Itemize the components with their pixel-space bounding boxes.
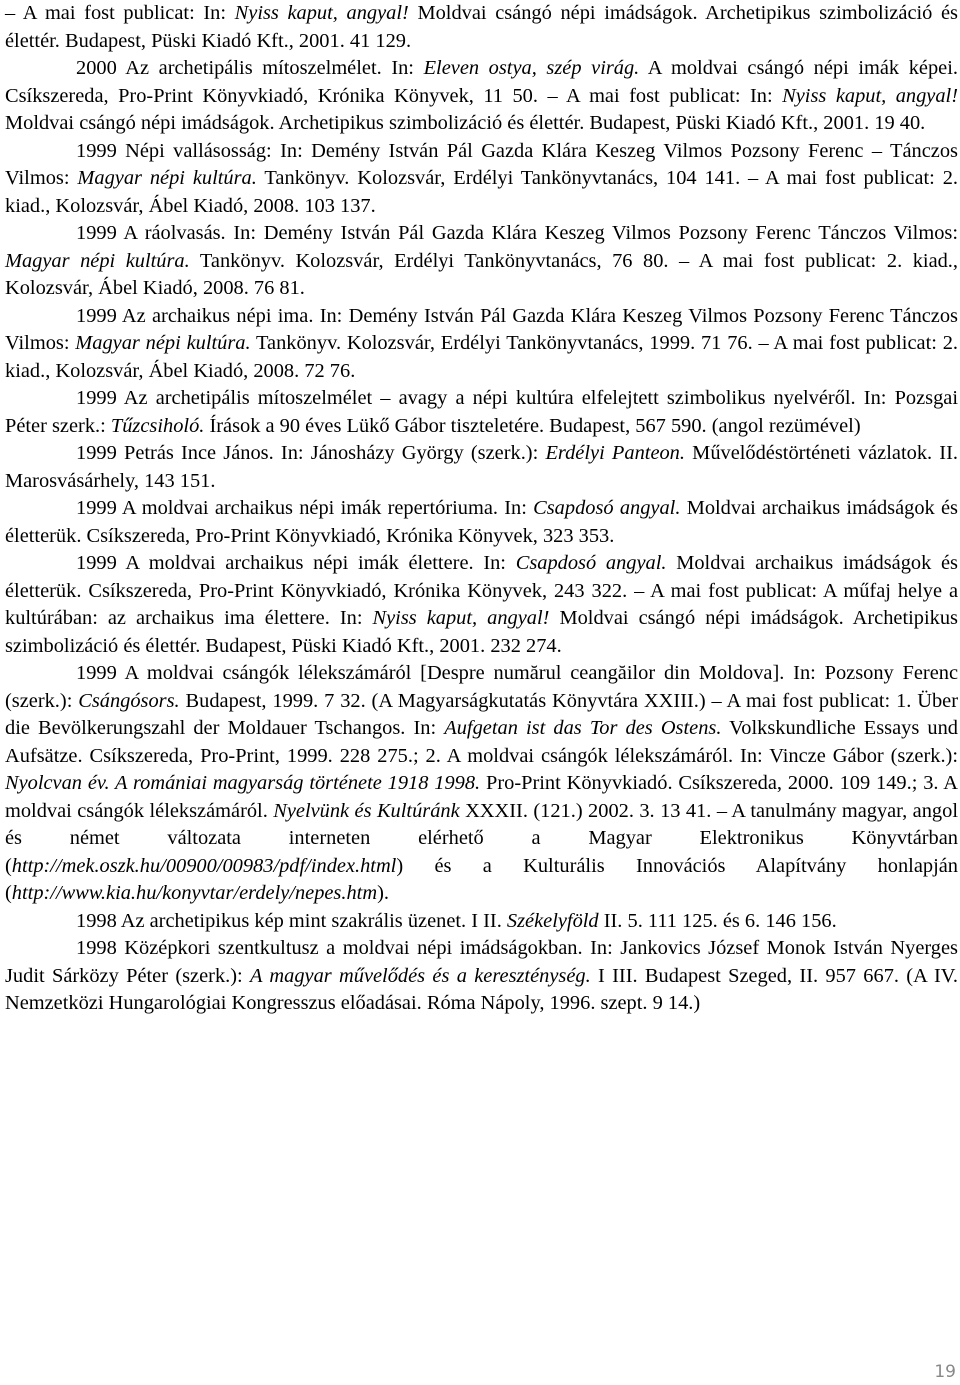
entry-text: 1999 Az archaikus népi ima. In: Demény István Pál Gazda Klára Keszeg Vilmos Pozsony Ferenc Tánczos Vilmos:	[5, 304, 958, 354]
bibliography-entry	[5, 660, 958, 908]
bibliography-entry	[5, 495, 958, 550]
italic-title-text: Székelyföld	[506, 909, 599, 932]
entry-text: 1999 A moldvai csángók lélekszámáról [Despre numărul ceangăilor din Moldova]. In: Pozsony Ferenc (szerk.):	[5, 662, 958, 712]
entry-text: ) és a Kulturális Innovációs Alapítvány honlapján (	[5, 854, 958, 904]
entry-text: XXXII. (121.) 2002. 3. 13 41. – A tanulmány magyar, angol és német változata interneten elérhető a Magyar Elektronikus Könyvtárban (	[5, 799, 958, 877]
entry-text: Írások a 90 éves Lükő Gábor tiszteletére. Budapest, 567 590. (angol rezümével)	[204, 414, 861, 437]
italic-title-text: Csapdosó angyal.	[515, 552, 667, 574]
italic-title-text: Magyar népi kultúra.	[5, 249, 190, 272]
entry-text: Volkskundliche Essays und Aufsätze. Csíkszereda, Pro-Print, 1999. 228 275.; 2. A moldvai csángók lélekszámáról. In: Vincze Gábor (szerk.):	[5, 717, 958, 767]
page-number: 19	[934, 1362, 956, 1382]
entry-text: Moldvai csángó népi imádságok. Archetipikus szimbolizáció és élettér. Budapest, Püski Kiadó Kft., 2001. 41 129.	[5, 2, 958, 52]
bibliography-entry	[5, 440, 958, 495]
italic-title-text: Eleven ostya, szép virág.	[423, 57, 640, 79]
entry-text: 1999 A moldvai archaikus népi imák repertóriuma. In:	[76, 497, 534, 519]
entry-text: ).	[377, 882, 389, 904]
entry-text: Tankönyv. Kolozsvár, Erdélyi Tankönyvtanács, 76 80. – A mai fost publicat: 2. kiad., Kolozsvár, Ábel Kiadó, 2008. 76 81.	[5, 249, 959, 299]
entry-text: 1999 Népi vallásosság: In: Demény István Pál Gazda Klára Keszeg Vilmos Pozsony Ferenc – Tánczos Vilmos:	[5, 139, 958, 189]
entry-text: A moldvai csángó népi imák képei. Csíkszereda, Pro-Print Könyvkiadó, Krónika Könyvek, 11 50. – A mai fost publicat: In:	[5, 57, 958, 107]
entry-text: II. 5. 111 125. és 6. 146 156.	[598, 909, 837, 932]
italic-title-text: Csángósors.	[78, 689, 180, 712]
entry-text: Tankönyv. Kolozsvár, Erdélyi Tankönyvtanács, 104 141. – A mai fost publicat: 2. kiad., Kolozsvár, Ábel Kiadó, 2008. 103 137.	[5, 167, 958, 217]
italic-title-text: Magyar népi kultúra.	[75, 332, 251, 354]
entry-text: Pro-Print Könyvkiadó. Csíkszereda, 2000. 109 149.; 3. A moldvai csángók lélekszámáról.	[5, 772, 958, 822]
bibliography-entry	[5, 138, 958, 221]
italic-title-text: Erdélyi Panteon.	[545, 442, 685, 464]
entry-text: Művelődéstörténeti vázlatok. II. Marosvásárhely, 143 151.	[5, 442, 958, 492]
entry-text: 1998 Az archetipikus kép mint szakrális üzenet. I II.	[76, 909, 507, 932]
bibliography-entry	[5, 55, 958, 138]
italic-title-text: Tűzcsiholó.	[110, 414, 205, 437]
entry-text: 1998 Középkori szentkultusz a moldvai népi imádságokban. In: Jankovics József Monok István Nyerges Judit Sárközy Péter (szerk.):	[5, 937, 958, 987]
italic-title-text: Aufgetan ist das Tor des Ostens.	[444, 717, 722, 739]
bibliography-entry	[5, 0, 958, 55]
entry-text: – A mai fost publicat: In:	[5, 2, 235, 24]
italic-title-text: Magyar népi kultúra.	[77, 167, 257, 189]
italic-title-text: A magyar művelődés és a kereszténység.	[250, 964, 591, 987]
bibliography-list	[5, 0, 958, 1018]
italic-title-text: Nyolcvan év. A romániai magyarság története 1918 1998.	[5, 772, 481, 794]
bibliography-entry	[5, 303, 958, 386]
bibliography-entry	[5, 385, 958, 440]
entry-text: I III. Budapest Szeged, II. 957 667. (A IV. Nemzetközi Hungarológiai Kongresszus előadásai. Róma Nápoly, 1996. szept. 9 14.)	[5, 964, 958, 1014]
italic-title-text: http://www.kia.hu/konyvtar/erdely/nepes.htm	[11, 882, 378, 904]
entry-text: 1999 A ráolvasás. In: Demény István Pál Gazda Klára Keszeg Vilmos Pozsony Ferenc Tánczos Vilmos:	[76, 222, 958, 244]
entry-text: 1999 Petrás Ince János. In: Jánosházy György (szerk.):	[76, 442, 546, 464]
entry-text: Moldvai csángó népi imádságok. Archetipikus szimbolizáció és élettér. Budapest, Püski Kiadó Kft., 2001. 232 274.	[5, 607, 958, 657]
bibliography-entry	[5, 935, 958, 1018]
bibliography-entry	[5, 550, 958, 660]
italic-title-text: Nyelvünk és Kultúránk	[273, 799, 460, 822]
bibliography-entry	[5, 220, 958, 303]
italic-title-text: Nyiss kaput, angyal!	[782, 84, 958, 107]
entry-text: 1999 A moldvai archaikus népi imák élettere. In:	[76, 552, 516, 574]
entry-text: Tankönyv. Kolozsvár, Erdélyi Tankönyvtanács, 1999. 71 76. – A mai fost publicat: 2. kiad., Kolozsvár, Ábel Kiadó, 2008. 72 76.	[5, 332, 958, 382]
italic-title-text: Nyiss kaput, angyal!	[234, 2, 409, 24]
italic-title-text: Csapdosó angyal.	[533, 497, 681, 519]
bibliography-entry	[5, 908, 958, 936]
entry-text: Moldvai csángó népi imádságok. Archetipikus szimbolizáció és élettér. Budapest, Püski Kiadó Kft., 2001. 19 40.	[5, 112, 926, 134]
italic-title-text: http://mek.oszk.hu/00900/00983/pdf/index.html	[11, 854, 397, 877]
entry-text: Moldvai archaikus imádságok és életterük. Csíkszereda, Pro-Print Könyvkiadó, Krónika Könyvek, 323 353.	[5, 497, 958, 547]
entry-text: Budapest, 1999. 7 32. (A Magyarságkutatás Könyvtára XXIII.) – A mai fost publicat: 1. Über die Bevölkerungszahl der Moldauer Tschangos. In:	[5, 689, 958, 739]
entry-text: Moldvai archaikus imádságok és életterük. Csíkszereda, Pro-Print Könyvkiadó, Krónika Könyvek, 243 322. – A mai fost publicat: A műfaj helye a kultúrában: az archaikus ima élettere. In:	[5, 552, 958, 629]
italic-title-text: Nyiss kaput, angyal!	[372, 607, 550, 629]
entry-text: 2000 Az archetipális mítoszelmélet. In:	[76, 57, 424, 79]
entry-text: 1999 Az archetipális mítoszelmélet – avagy a népi kultúra elfelejtett szimbolikus nyelvéről. In: Pozsgai Péter szerk.:	[5, 387, 958, 437]
